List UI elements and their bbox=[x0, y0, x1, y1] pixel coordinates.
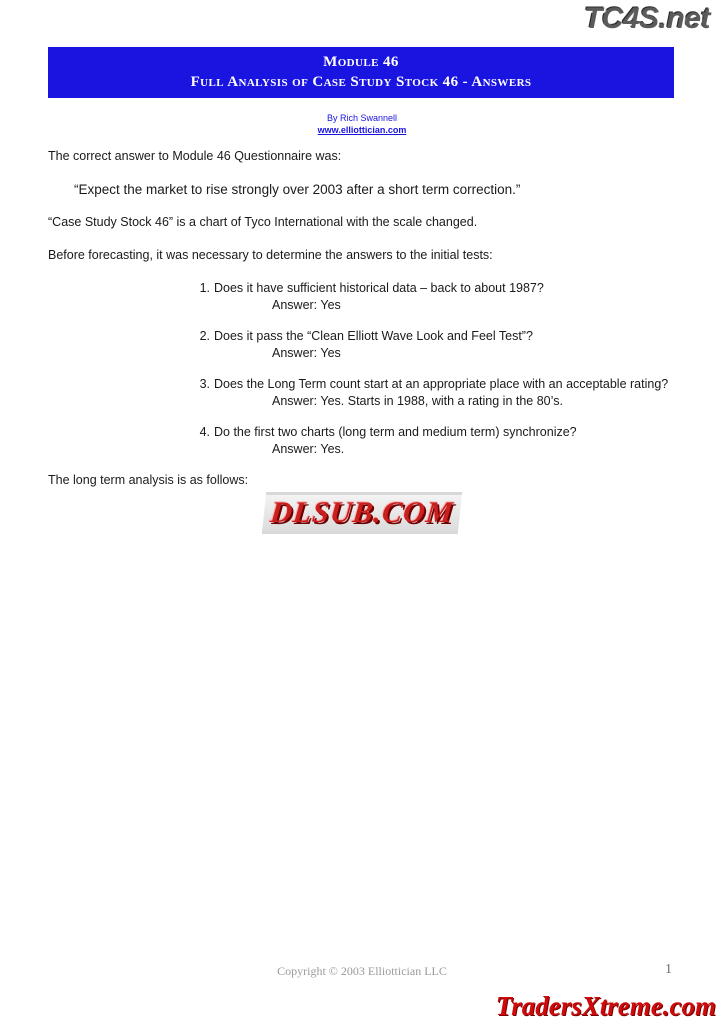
list-item bbox=[48, 424, 678, 458]
footer-copyright: Copyright © 2003 Elliottician LLC bbox=[277, 964, 447, 978]
author-name: By Rich Swannell bbox=[326, 113, 398, 123]
answer-quote: “Expect the market to rise strongly over 2003 after a short term correction.” bbox=[74, 182, 521, 197]
list-item-number: 3. bbox=[199, 377, 210, 391]
chart-note-paragraph: “Case Study Stock 46” is a chart of Tyco International with the scale changed. bbox=[48, 215, 478, 229]
document-body bbox=[48, 148, 678, 489]
watermark-dlsub bbox=[210, 492, 514, 534]
list-item bbox=[48, 376, 678, 410]
list-item-answer: Answer: Yes bbox=[272, 298, 341, 312]
closing-paragraph: The long term analysis is as follows: bbox=[48, 473, 249, 487]
list-item-answer: Answer: Yes bbox=[272, 346, 341, 360]
list-item-question: Does it pass the “Clean Elliott Wave Look and Feel Test”? bbox=[214, 329, 533, 343]
watermark-dlsub-text: DLSUB.COM bbox=[262, 492, 462, 534]
byline bbox=[0, 112, 724, 136]
list-item-question: Does the Long Term count start at an appropriate place with an acceptable rating? bbox=[214, 377, 669, 391]
module-title: Module 46 bbox=[323, 54, 399, 70]
module-subtitle: Full Analysis of Case Study Stock 46 - Answers bbox=[190, 74, 532, 90]
website-link[interactable]: www.elliottician.com bbox=[317, 125, 407, 135]
list-item-question: Do the first two charts (long term and medium term) synchronize? bbox=[214, 425, 577, 439]
list-item-answer: Answer: Yes. bbox=[272, 442, 345, 456]
watermark-tradersxtreme: TradersXtreme.com bbox=[495, 991, 716, 1021]
page-number: 1 bbox=[665, 962, 672, 977]
tests-lead-paragraph: Before forecasting, it was necessary to determine the answers to the initial tests: bbox=[48, 248, 493, 262]
list-item-number: 1. bbox=[199, 281, 210, 295]
document-title-banner bbox=[48, 47, 674, 98]
list-item-number: 2. bbox=[199, 329, 210, 343]
list-item-answer: Answer: Yes. Starts in 1988, with a rating in the 80’s. bbox=[272, 394, 563, 408]
watermark-tc4s: TC4S.net bbox=[583, 2, 710, 35]
list-item-question: Does it have sufficient historical data – back to about 1987? bbox=[214, 281, 544, 295]
list-item-number: 4. bbox=[199, 425, 210, 439]
list-item bbox=[48, 280, 678, 314]
list-item bbox=[48, 328, 678, 362]
intro-paragraph: The correct answer to Module 46 Questionnaire was: bbox=[48, 149, 342, 163]
initial-tests-list bbox=[48, 280, 678, 458]
